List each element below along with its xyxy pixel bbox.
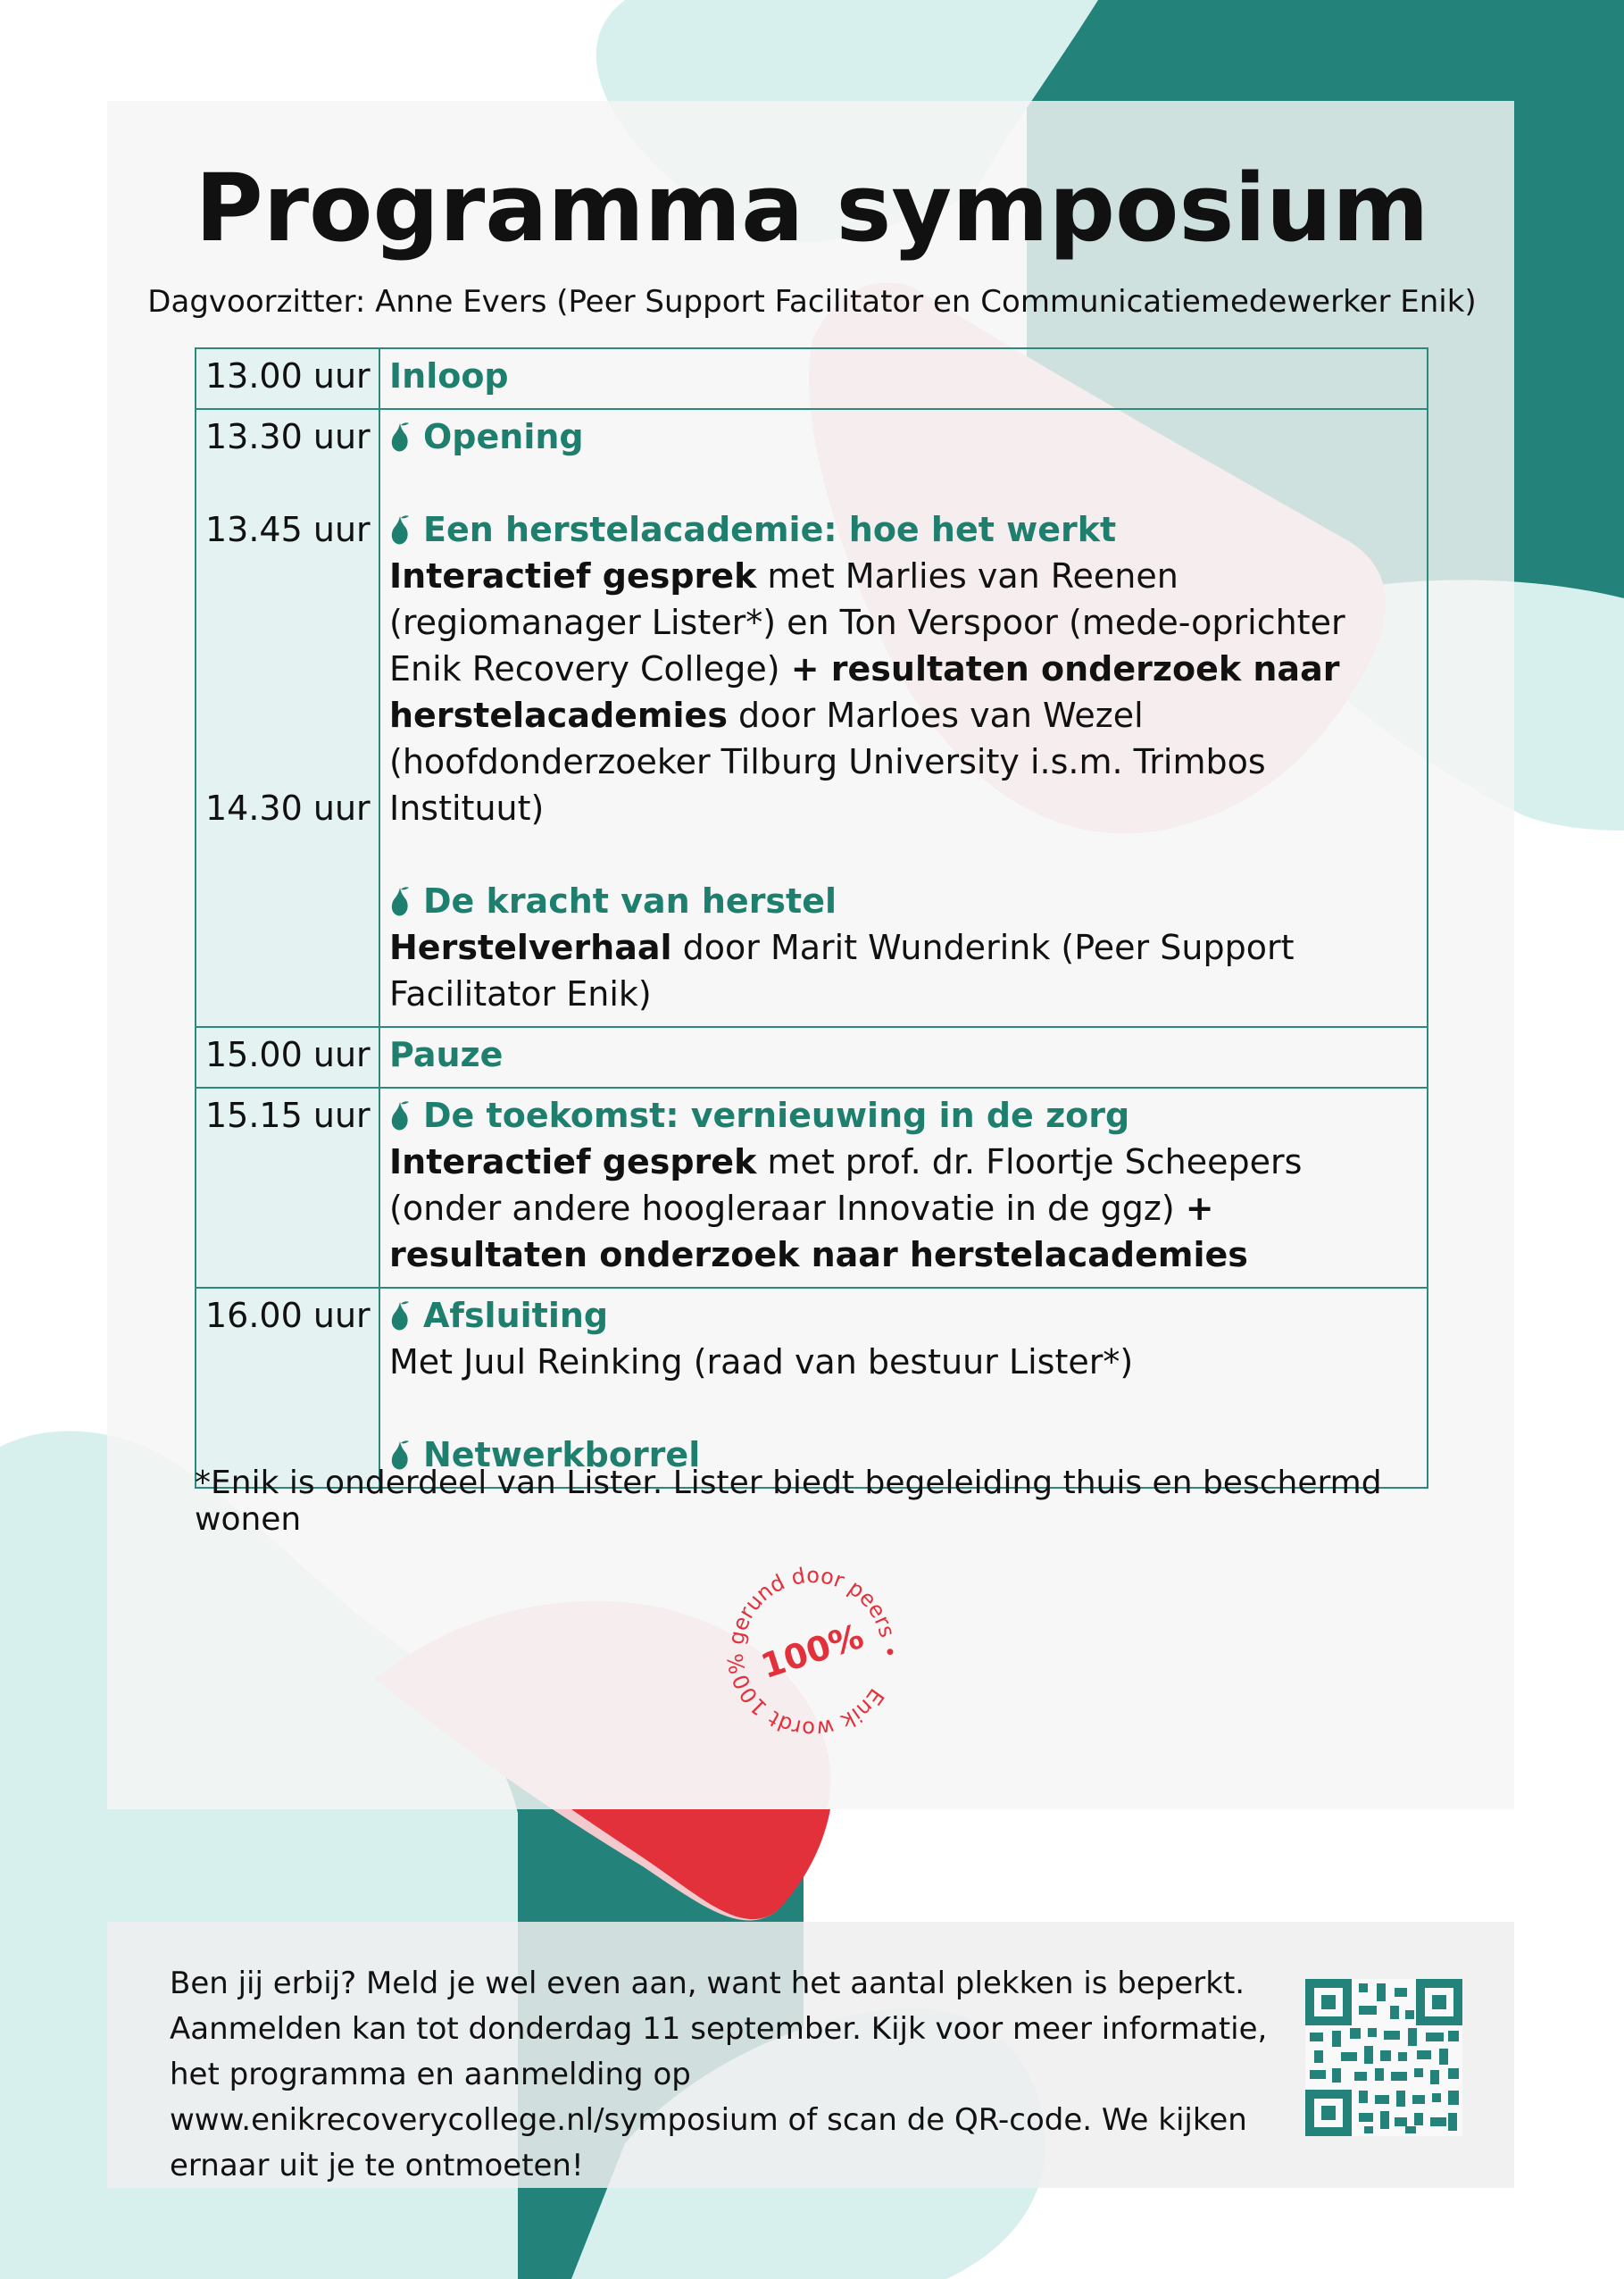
content-cell	[379, 1088, 1428, 1288]
content-cell	[379, 348, 1428, 409]
table-row	[196, 409, 1428, 1027]
stamp-center-text: 100%	[756, 1615, 869, 1687]
item-title: Een herstelacademie: hoe het werkt	[389, 506, 1418, 553]
item-description: Interactief gesprek met Marlies van Reenen (regiomanager Lister*) en Ton Verspoor (mede-oprichter Enik Recovery College) + resultaten onderzoek naar herstelacademies door Marloes van Wezel (hoofdonderzoeker Tilburg University i.s.m. Trimbos Instituut)	[389, 556, 1345, 828]
time-cell	[196, 1288, 379, 1488]
time-cell	[196, 409, 379, 1027]
item-title: Inloop	[389, 356, 509, 396]
pear-icon	[389, 422, 411, 452]
time-label: 13.00 uur	[205, 356, 371, 396]
time-label: 13.45 uur	[205, 510, 371, 549]
signup-text: Ben jij erbij? Meld je wel even aan, want het aantal plekken is beperkt. Aanmelden kan tot donderdag 11 september. Kijk voor meer informatie, het programma en aanmelding op www.enikrecoverycollege.nl/symposium of scan de QR-code. We kijken ernaar uit je te ontmoeten!	[170, 1966, 1268, 2183]
page-title: Programma symposium	[195, 154, 1429, 263]
time-cell	[196, 1088, 379, 1288]
table-row	[196, 1288, 1428, 1488]
time-cell	[196, 348, 379, 409]
table-row	[196, 348, 1428, 409]
time-label: 14.30 uur	[205, 789, 371, 828]
chairperson-line: Dagvoorzitter: Anne Evers (Peer Support Facilitator en Communicatiemedewerker Enik)	[147, 284, 1477, 320]
time-label: 13.30 uur	[205, 417, 371, 456]
qr-code-icon[interactable]	[1305, 1979, 1462, 2136]
program-table	[195, 347, 1428, 1489]
item-title: Afsluiting	[389, 1292, 1418, 1339]
item-description: Herstelverhaal door Marit Wunderink (Peer Support Facilitator Enik)	[389, 928, 1295, 1014]
pear-icon	[389, 1100, 411, 1131]
table-row	[196, 1088, 1428, 1288]
item-title: Opening	[389, 413, 1418, 460]
time-label: 15.00 uur	[205, 1035, 371, 1074]
peer-run-stamp	[714, 1554, 911, 1750]
content-cell	[379, 1288, 1428, 1488]
footnote: *Enik is onderdeel van Lister. Lister biedt begeleiding thuis en beschermd wonen	[195, 1465, 1382, 1538]
pear-icon	[389, 886, 411, 916]
time-label: 15.15 uur	[205, 1096, 371, 1135]
pear-icon	[389, 514, 411, 545]
time-label: 16.00 uur	[205, 1296, 371, 1335]
item-description: Met Juul Reinking (raad van bestuur Lister*)	[389, 1342, 1134, 1382]
table-row	[196, 1027, 1428, 1088]
item-title: De toekomst: vernieuwing in de zorg	[389, 1092, 1418, 1139]
item-title: Netwerkborrel	[389, 1432, 1418, 1478]
content-cell	[379, 1027, 1428, 1088]
item-title: Pauze	[389, 1035, 504, 1074]
stamp-ring-text: Enik wordt 100% gerund door peers •	[722, 1562, 903, 1742]
content-cell	[379, 409, 1428, 1027]
pear-icon	[389, 1300, 411, 1331]
item-description: Interactief gesprek met prof. dr. Floortje Scheepers (onder andere hoogleraar Innovatie in de ggz) + resultaten onderzoek naar herstelacademies	[389, 1142, 1303, 1274]
item-title: De kracht van herstel	[389, 878, 1418, 924]
time-cell	[196, 1027, 379, 1088]
